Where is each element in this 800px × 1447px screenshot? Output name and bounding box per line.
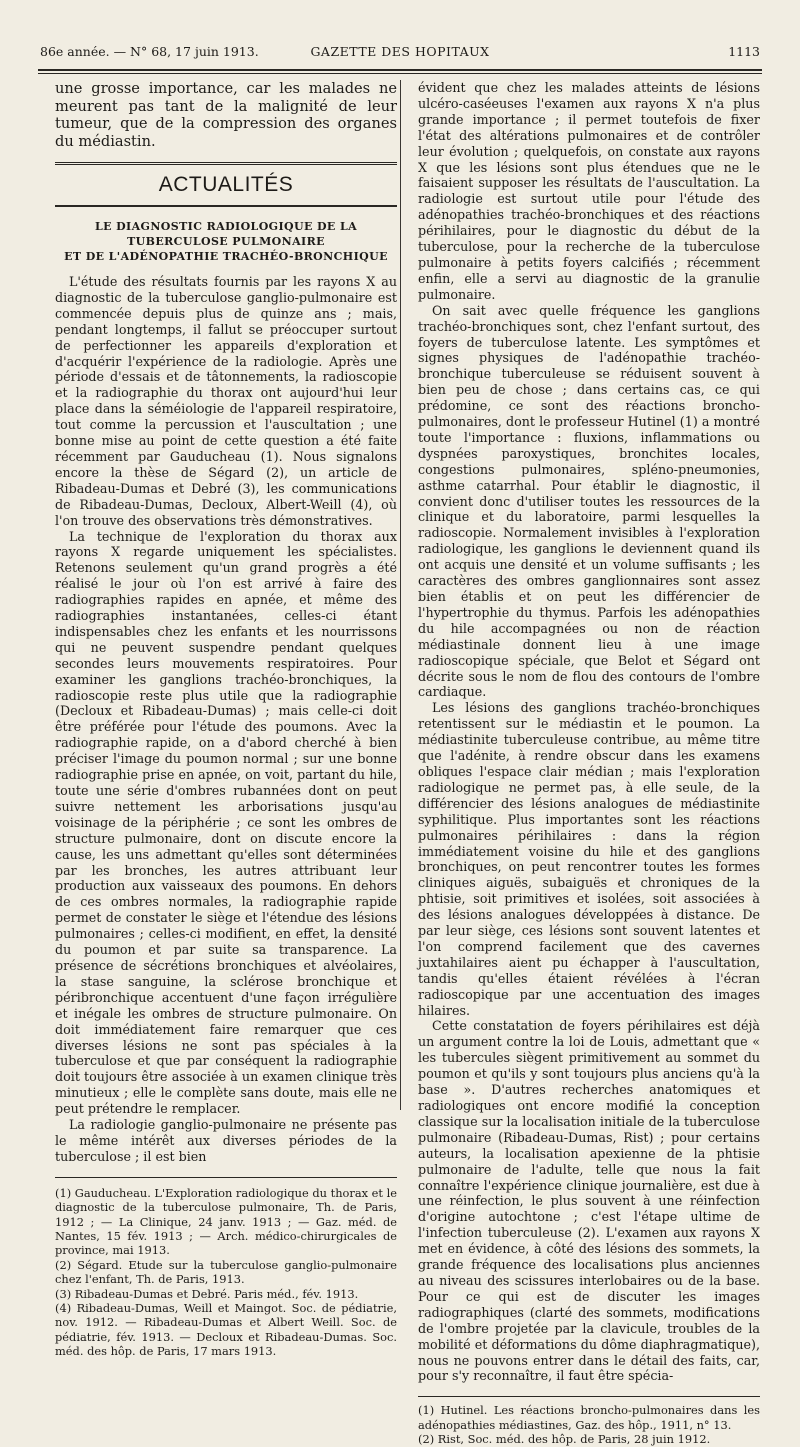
body-paragraph: Cette constatation de foyers périhilaires est déjà un argument contre la loi de Louis, admettant que « les tubercules siègent primitivement au sommet du poumon et qu'ils y sont toujours plus anciens qu'à la base ». D'autres recherches anatomiques et radiologiques ont encore modifié la conception classique sur la localisation initiale de la tuberculose pulmonaire (Ribadeau-Dumas, Rist) ; pour certains auteurs, la localisation apexienne de la phtisie pulmonaire de l'adulte, telle que nous la fait connaître l'expérience clinique journalière, est due à une réinfection, le plus souvent à une réinfection d'origine autochtone ; c'est l'étape ultime de l'infection tuberculeuse (2). L'examen aux rayons X met en évidence, à côté des lésions des sommets, la grande fréquence des localisations plus anciennes au niveau des scissures interlobaires ou de la base. Pour ce qui est de discuter les images radiographiques (clarté des sommets, modifications de l'ombre projetée par la clavicule, troubles de la mobilité et déformations du dôme diaphragmatique), nous ne pouvons entrer dans le détail des faits, car, pour s'y reconnaître, il faut être spécia- [418, 1018, 760, 1384]
header-rule-thin [38, 73, 762, 74]
article-title-line-1: LE DIAGNOSTIC RADIOLOGIQUE DE LA TUBERCULOSE PULMONAIRE [94, 220, 358, 248]
article-title [55, 219, 397, 264]
header-rule [38, 69, 762, 71]
footnote: (1) Hutinel. Les réactions broncho-pulmonaires dans les adénopathies médiastines, Gaz. des hôp., 1911, n° 13. [418, 1403, 760, 1432]
body-paragraph: On sait avec quelle fréquence les ganglions trachéo-bronchiques sont, chez l'enfant surtout, des foyers de tuberculose latente. Les symptômes et signes physiques de l'adénopathie trachéo-bronchique tuberculeuse se réduisent souvent à bien peu de chose ; dans certains cas, ce qui prédomine, ce sont des réactions broncho-pulmonaires, dont le professeur Hutinel (1) a montré toute l'importance : fluxions, inflammations ou dyspnées paroxystiques, bronchites locales, congestions pulmonaires, spléno-pneumonies, asthme catarrhal. Pour établir le diagnostic, il convient donc d'utiliser toutes les ressources de la clinique et du laboratoire, parmi lesquelles la radioscopie. Normalement invisibles à l'exploration radiologique, les ganglions le deviennent quand ils ont acquis une densité et un volume suffisants ; les caractères des ombres ganglionnaires sont assez bien établis et on peut les différencier de l'hypertrophie du thymus. Parfois les adénopathies du hile accompagnées ou non de réaction médiastinale donnent lieu à une image radioscopique spéciale, que Belot et Ségard ont décrite sous le nom de flou des contours de l'ombre cardiaque. [418, 302, 760, 700]
footnote-rule [55, 1177, 397, 1178]
body-paragraph: évident que chez les malades atteints de lésions ulcéro-caséeuses l'examen aux rayons X n'a plus grande importance ; il permet toutefois de fixer l'état des altérations pulmonaires et de contrôler leur évolution ; quelquefois, on constate aux rayons X que les lésions sont plus étendues que ne le faisaient supposer les résultats de l'auscultation. La radiologie est surtout utile pour l'étude des adénopathies trachéo-bronchiques et des réactions périhilaires, pour le diagnostic du début de la tuberculose, pour la recherche de la tuberculose pulmonaire à petits foyers calcifiés ; récemment enfin, elle a servi au diagnostic de la granulie pulmonaire. [418, 80, 760, 302]
column-divider [400, 80, 401, 1110]
footnote: (2) Ségard. Etude sur la tuberculose ganglio-pulmonaire chez l'enfant, Th. de Paris, 1913. [55, 1257, 397, 1287]
section-heading: ACTUALITÉS [158, 173, 294, 196]
right-column [418, 80, 760, 1447]
continued-paragraph: une grosse importance, car les malades ne meurent pas tant de la malignité de leur tumeur, que de la compression des organes du médiastin. [55, 80, 397, 150]
body-paragraph: La technique de l'exploration du thorax aux rayons X regarde uniquement les spécialistes. Retenons seulement qu'un grand progrès a été réalisé le jour où l'on est arrivé à faire des radiographies rapides en apnée, et même des radiographies instantanées, celles-ci étant indispensables chez les enfants et les nourrissons qui ne peuvent suspendre pendant quelques secondes leurs mouvements respiratoires. Pour examiner les ganglions trachéo-bronchiques, la radioscopie reste plus utile que la radiographie (Decloux et Ribadeau-Dumas) ; mais celle-ci doit être préférée pour l'étude des poumons. Avec la radiographie rapide, on a d'abord cherché à bien préciser l'image du poumon normal ; sur une bonne radiographie prise en apnée, on voit, partant du hile, toute une série d'ombres rubannées dont on peut suivre nettement les arborisations jusqu'au voisinage de la périphérie ; ce sont les ombres de structure pulmonaire, dont on discute encore la cause, les uns admettant qu'elles sont déterminées par les bronches, les autres attribuant leur production aux vaisseaux des poumons. En dehors de ces ombres normales, la radiographie rapide permet de constater le siège et l'étendue des lésions pulmonaires ; celles-ci modifient, en effet, la densité du poumon et par suite sa transparence. La présence de sécrétions bronchiques et alvéolaires, la stase sanguine, la sclérose bronchique et péribronchique accentuent d'une façon irrégulière et inégale les ombres de structure pulmonaire. On doit immédiatement faire remarquer que ces diverses lésions ne sont pas spéciales à la tuberculose et que par conséquent la radiographie doit toujours être associée à un examen clinique très minutieux ; elle le complète sans doute, mais elle ne peut prétendre le remplacer. [55, 528, 397, 1117]
body-paragraph: La radiologie ganglio-pulmonaire ne présente pas le même intérêt aux diverses périodes de la tuberculose ; il est bien [55, 1117, 397, 1164]
article-title-line-2: ET DE L'ADÉNOPATHIE TRACHÉO-BRONCHIQUE [64, 250, 388, 263]
section-rule-bottom [55, 205, 397, 207]
footnote-rule [418, 1396, 760, 1397]
footnote: (2) Rist, Soc. méd. des hôp. de Paris, 28 juin 1912. [418, 1432, 711, 1447]
page-number: 1113 [728, 44, 760, 59]
footnote: (1) Gauducheau. L'Exploration radiologique du thorax et le diagnostic de la tuberculose pulmonaire, Th. de Paris, 1912 ; — La Clinique, 24 janv. 1913 ; — Gaz. méd. de Nantes, 15 fév. 1913 ; — Arch. médico-chirurgicales de province, mai 1913. [55, 1185, 398, 1258]
body-paragraph: L'étude des résultats fournis par les rayons X au diagnostic de la tuberculose ganglio-pulmonaire est commencée depuis plus de quinze ans ; mais, pendant longtemps, il fallut se préoccuper surtout de perfectionner les appareils d'exploration et d'acquérir l'expérience de la radiologie. Après une période d'essais et de tâtonnements, la radioscopie et la radiographie du thorax ont aujourd'hui leur place dans la séméiologie de l'appareil respiratoire, tout comme la percussion et l'auscultation ; une bonne mise au point de cette question a été faite récemment par Gauducheau (1). Nous signalons encore la thèse de Ségard (2), un article de Ribadeau-Dumas et Debré (3), les communications de Ribadeau-Dumas, Decloux, Albert-Weill (4), où l'on trouve des observations très démonstratives. [55, 274, 397, 528]
body-paragraph: Les lésions des ganglions trachéo-bronchiques retentissent sur le médiastin et le poumon. La médiastinite tuberculeuse contribue, au même titre que l'adénite, à rendre obscur dans les examens obliques l'espace clair médian ; mais l'exploration radiologique ne permet pas, à elle seule, de la différencier des lésions analogues de médiastinite syphilitique. Plus importantes sont les réactions pulmonaires périhilaires : dans la région immédiatement voisine du hile et des ganglions bronchiques, on peut rencontrer toutes les formes cliniques aiguës, subaiguës et chroniques de la phtisie, soit primitives et isolées, soit associées à des lésions analogues développées à distance. De par leur siège, ces lésions sont souvent latentes et l'on comprend facilement que des cavernes juxtahilaires aient pu échapper à l'auscultation, tandis qu'elles étaient révélées à l'écran radioscopique par une accentuation des images hilaires. [418, 700, 760, 1018]
footnote: (4) Ribadeau-Dumas, Weill et Maingot. Soc. de pédiatrie, nov. 1912. — Ribadeau-Dumas et Albert Weill. Soc. de pédiatrie, fév. 1913. — Decloux et Ribadeau-Dumas. Soc. méd. des hôp. de Paris, 17 mars 1913. [55, 1301, 397, 1359]
running-head [40, 44, 760, 64]
section-rule [55, 162, 397, 165]
footnote: (3) Ribadeau-Dumas et Debré. Paris méd., fév. 1913. [55, 1286, 359, 1301]
journal-title: GAZETTE DES HOPITAUX [310, 44, 490, 59]
issue-info: 86e année. — N° 68, 17 juin 1913. [40, 44, 259, 59]
left-column [55, 80, 397, 1359]
